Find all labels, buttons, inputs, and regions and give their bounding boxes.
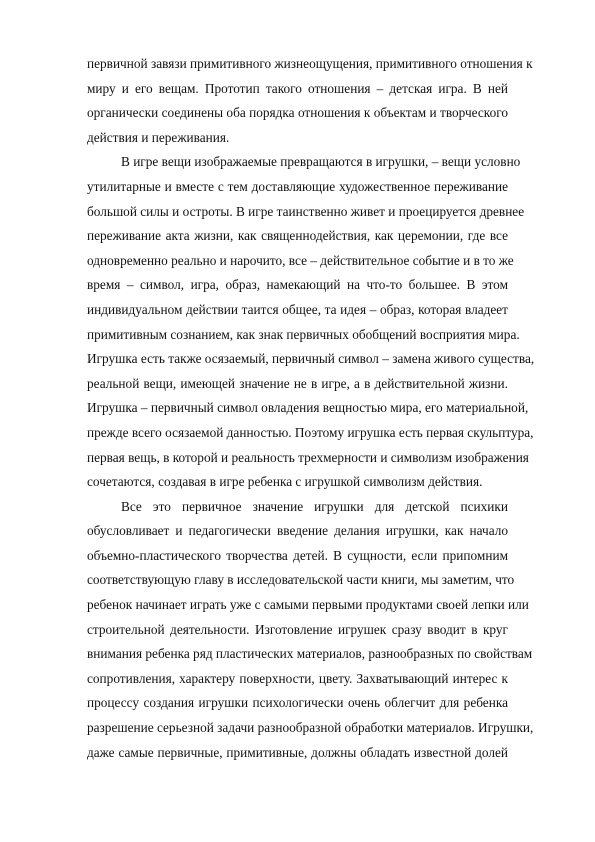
- text-line: прежде всего осязаемой данностью. Поэтому игрушка есть первая скульптура,: [87, 424, 534, 440]
- text-line: ребенок начинает играть уже с самыми первыми продуктами своей лепки или: [87, 597, 529, 613]
- text-line: первая вещь, в которой и реальность трехмерности и символизм изображения: [87, 449, 529, 465]
- text-line: процессу создания игрушки психологически очень облегчит для ребенка: [87, 695, 508, 711]
- text-line: утилитарные и вместе с тем доставляющие художественное переживание: [87, 178, 508, 194]
- text-line: соответствующую главу в исследовательской части книги, мы заметим, что: [87, 572, 515, 588]
- text-line: реальной вещи, имеющей значение не в игре, а в действительной жизни.: [87, 375, 508, 391]
- text-line: действия и переживания.: [87, 129, 230, 145]
- text-line: примитивным сознанием, как знак первичных обобщений восприятия мира.: [87, 326, 520, 342]
- paragraph: [87, 150, 535, 494]
- text-line: переживание акта жизни, как священнодействия, как церемонии, где все: [87, 228, 508, 244]
- text-line: В игре вещи изображаемые превращаются в игрушки, – вещи условно: [121, 154, 521, 170]
- text-line: даже самые первичные, примитивные, должны обладать известной долей: [87, 744, 508, 760]
- text-line: Игрушка есть также осязаемый, первичный символ – замена живого существа,: [87, 351, 535, 367]
- text-line: Игрушка – первичный символ овладения вещностью мира, его материальной,: [87, 400, 529, 416]
- text-line: большой силы и остроты. В игре таинственно живет и проецируется древнее: [87, 203, 525, 219]
- text-line: миру и его вещам. Прототип такого отношения – детская игра. В ней: [87, 80, 508, 96]
- body-text: [87, 52, 535, 765]
- text-line: первичной завязи примитивного жизнеощущения, примитивного отношения к: [87, 56, 533, 71]
- text-line: внимания ребенка ряд пластических материалов, разнообразных по свойствам: [87, 646, 533, 662]
- text-line: объемно-пластического творчества детей. В сущности, если припомним: [87, 547, 508, 563]
- text-line: обусловливает и педагогически введение делания игрушки, как начало: [87, 523, 508, 539]
- text-line: Все это первичное значение игрушки для детской психики: [121, 498, 508, 514]
- text-line: органически соединены оба порядка отношения к объектам и творческого: [87, 105, 508, 121]
- text-line: одновременно реально и нарочито, все – действительное событие и в то же: [87, 252, 514, 268]
- text-line: разрешение серьезной задачи разнообразной обработки материалов. Игрушки,: [87, 720, 534, 736]
- text-line: время – символ, игра, образ, намекающий на что-то большее. В этом: [87, 277, 508, 293]
- text-line: строительной деятельности. Изготовление игрушек сразу вводит в круг: [87, 621, 508, 637]
- paragraph: [87, 52, 533, 150]
- paragraph: [87, 495, 534, 766]
- text-line: сочетаются, создавая в игре ребенка с игрушкой символизм действия.: [87, 474, 483, 490]
- text-line: сопротивления, характеру поверхности, цвету. Захватывающий интерес к: [87, 670, 508, 686]
- text-line: индивидуальном действии таится общее, та идея – образ, которая владеет: [87, 301, 508, 317]
